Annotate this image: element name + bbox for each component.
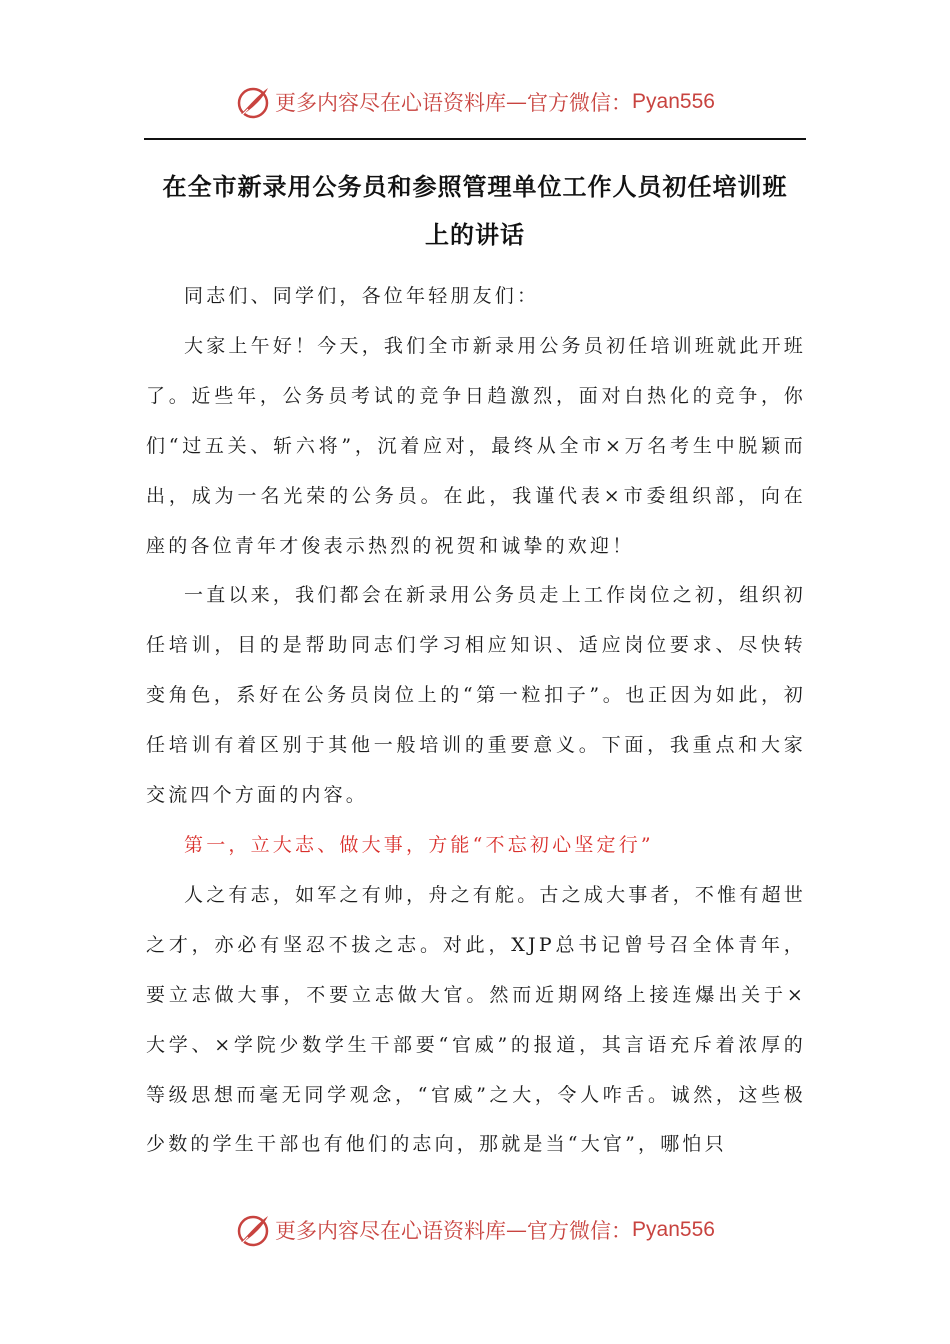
footer-wechat-label: 官方微信：: [527, 1219, 633, 1243]
header-wechat-id: Pyan556: [632, 90, 715, 113]
header-site-text: 更多内容尽在心语资料库: [275, 91, 507, 115]
document-title: [144, 163, 806, 259]
title-line-1: 在全市新录用公务员和参照管理单位工作人员初任培训班: [162, 172, 788, 201]
header-dash: —: [506, 90, 528, 114]
footer-wechat-id: Pyan556: [632, 1218, 715, 1241]
footer-dash: —: [506, 1218, 528, 1242]
footer-banner: [0, 1210, 950, 1250]
section-1-paragraph: 人之有志，如军之有帅，舟之有舵。古之成大事者，不惟有超世之才，亦必有坚忍不拔之志。对此，XJP总书记曾号召全体青年，要立志做大事，不要立志做大官。然而近期网络上接连爆出关于×大学、×学院少数学生干部要“官威”的报道，其言语充斥着浓厚的等级思想而毫无同学观念，“官威”之大，令人咋舌。诚然，这些极少数的学生干部也有他们的志向，那就是当“大官”，哪怕只: [146, 883, 806, 1156]
quill-pen-logo-icon: [235, 84, 271, 120]
header-divider: [144, 138, 806, 140]
header-banner: [0, 82, 950, 122]
header-wechat-label: 官方微信：: [527, 91, 633, 115]
document-body: [146, 272, 806, 1170]
title-line-2: 上的讲话: [425, 220, 525, 249]
opening-paragraph: 大家上午好！今天，我们全市新录用公务员初任培训班就此开班了。近些年，公务员考试的竞争日趋激烈，面对白热化的竞争，你们“过五关、斩六将”，沉着应对，最终从全市×万名考生中脱颖而出，成为一名光荣的公务员。在此，我谨代表×市委组织部，向在座的各位青年才俊表示热烈的祝贺和诚挚的欢迎！: [146, 334, 806, 557]
quill-pen-logo-icon: [235, 1212, 271, 1248]
purpose-paragraph: 一直以来，我们都会在新录用公务员走上工作岗位之初，组织初任培训，目的是帮助同志们学习相应知识、适应岗位要求、尽快转变角色，系好在公务员岗位上的“第一粒扣子”。也正因为如此，初任培训有着区别于其他一般培训的重要意义。下面，我重点和大家交流四个方面的内容。: [146, 584, 806, 807]
section-heading-1: 第一，立大志、做大事，方能“不忘初心坚定行”: [184, 833, 654, 856]
salutation-paragraph: 同志们、同学们，各位年轻朋友们：: [184, 285, 540, 307]
footer-site-text: 更多内容尽在心语资料库: [275, 1219, 507, 1243]
